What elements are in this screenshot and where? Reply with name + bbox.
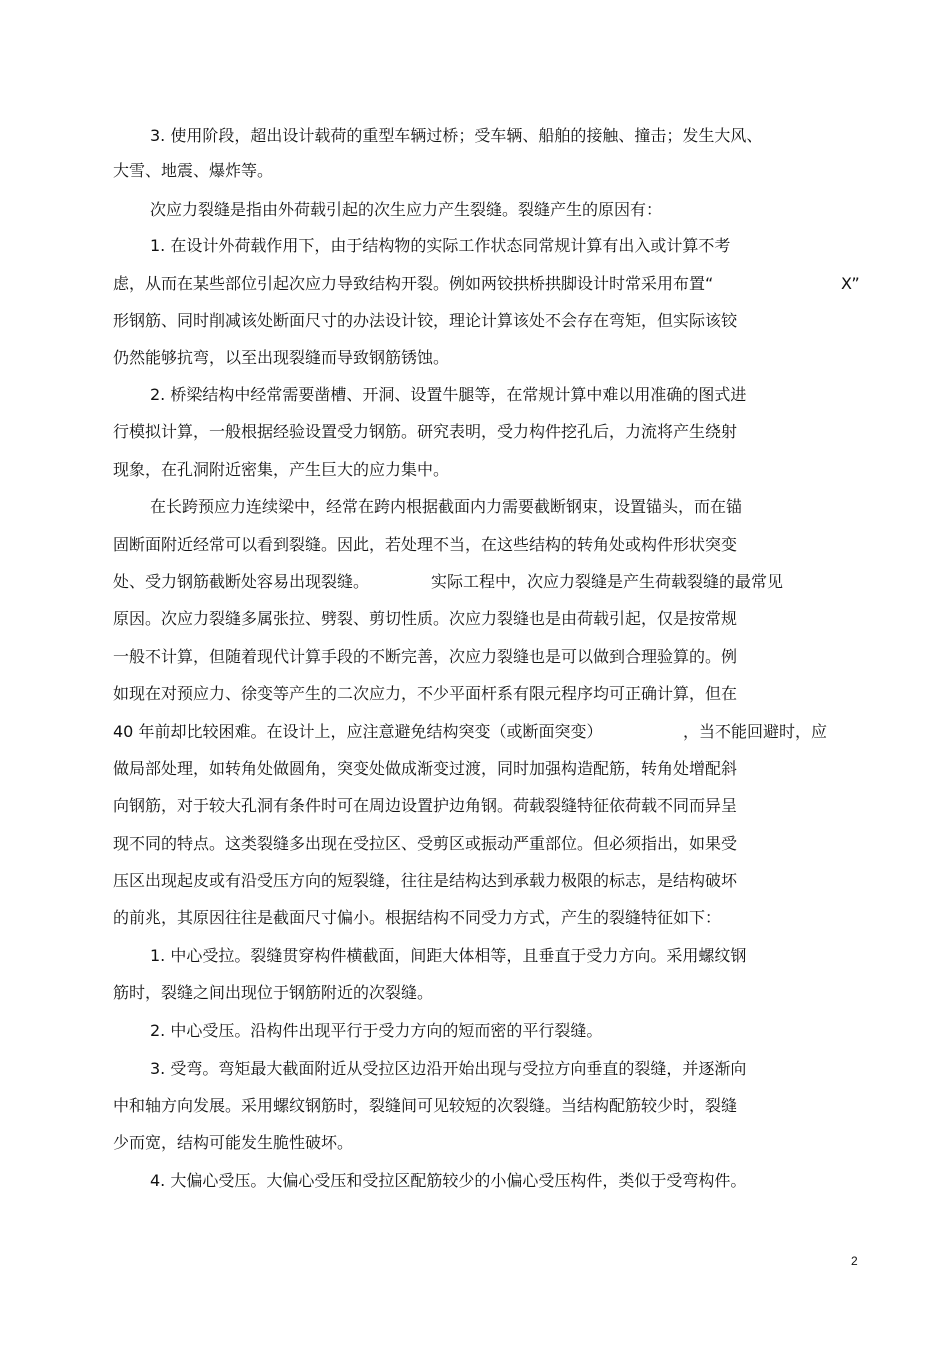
text-line: 原因。次应力裂缝多属张拉、劈裂、剪切性质。次应力裂缝也是由荷载引起，仅是按常规 <box>113 609 738 628</box>
text-line: 2. 桥梁结构中经常需要凿槽、开洞、设置牛腿等，在常规计算中难以用准确的图式进 <box>150 385 747 404</box>
text-line: 筋时，裂缝之间出现位于钢筋附近的次裂缝。 <box>113 983 434 1002</box>
text-line: 行模拟计算，一般根据经验设置受力钢筋。研究表明，受力构件挖孔后，力流将产生绕射 <box>113 422 738 441</box>
text-line: 仍然能够抗弯，以至出现裂缝而导致钢筋锈蚀。 <box>113 348 450 367</box>
text-line: 40 年前却比较困难。在设计上，应注意避免结构突变（或断面突变） <box>113 722 603 741</box>
text-line: 实际工程中，次应力裂缝是产生荷载裂缝的最常见 <box>431 572 784 591</box>
text-line: 现象，在孔洞附近密集，产生巨大的应力集中。 <box>113 460 450 479</box>
text-line: 现不同的特点。这类裂缝多出现在受拉区、受剪区或振动严重部位。但必须指出，如果受 <box>113 834 738 853</box>
text-line: 大雪、地震、爆炸等。 <box>113 161 274 180</box>
text-line: 向钢筋，对于较大孔洞有条件时可在周边设置护边角钢。荷载裂缝特征依荷载不同而异呈 <box>113 796 738 815</box>
text-line: 1. 在设计外荷载作用下，由于结构物的实际工作状态同常规计算有出入或计算不考 <box>150 236 731 255</box>
text-line: 1. 中心受拉。裂缝贯穿构件横截面，间距大体相等，且垂直于受力方向。采用螺纹钢 <box>150 946 747 965</box>
text-line: 少而宽，结构可能发生脆性破坏。 <box>113 1133 354 1152</box>
text-line: 2. 中心受压。沿构件出现平行于受力方向的短而密的平行裂缝。 <box>150 1021 603 1040</box>
text-line: 压区出现起皮或有沿受压方向的短裂缝，往往是结构达到承载力极限的标志，是结构破坏 <box>113 871 738 890</box>
text-line: 的前兆，其原因往往是截面尺寸偏小。根据结构不同受力方式，产生的裂缝特征如下： <box>113 908 722 927</box>
text-line: 一般不计算，但随着现代计算手段的不断完善，次应力裂缝也是可以做到合理验算的。例 <box>113 647 738 666</box>
text-line: ，当不能回避时，应 <box>683 722 828 741</box>
text-line: 处、受力钢筋截断处容易出现裂缝。 <box>113 572 370 591</box>
text-line: 次应力裂缝是指由外荷载引起的次生应力产生裂缝。裂缝产生的原因有： <box>150 200 663 219</box>
text-line: 固断面附近经常可以看到裂缝。因此，若处理不当，在这些结构的转角处或构件形状突变 <box>113 535 738 554</box>
text-line: 3. 受弯。弯矩最大截面附近从受拉区边沿开始出现与受拉方向垂直的裂缝，并逐渐向 <box>150 1059 747 1078</box>
text-line: 如现在对预应力、徐变等产生的二次应力，不少平面杆系有限元程序均可正确计算，但在 <box>113 684 738 703</box>
text-line: 做局部处理，如转角处做圆角，突变处做成渐变过渡，同时加强构造配筋，转角处增配斜 <box>113 759 738 778</box>
text-line: X” <box>841 274 860 293</box>
page-number: 2 <box>851 1254 858 1268</box>
text-line: 3. 使用阶段，超出设计载荷的重型车辆过桥；受车辆、船舶的接触、撞击；发生大风、 <box>150 126 763 145</box>
text-line: 在长跨预应力连续梁中，经常在跨内根据截面内力需要截断钢束，设置锚头，而在锚 <box>150 497 743 516</box>
text-line: 中和轴方向发展。采用螺纹钢筋时，裂缝间可见较短的次裂缝。当结构配筋较少时，裂缝 <box>113 1096 738 1115</box>
text-line: 4. 大偏心受压。大偏心受压和受拉区配筋较少的小偏心受压构件，类似于受弯构件。 <box>150 1171 747 1190</box>
text-line: 虑，从而在某些部位引起次应力导致结构开裂。例如两铰拱桥拱脚设计时常采用布置“ <box>113 274 714 293</box>
text-line: 形钢筋、同时削减该处断面尺寸的办法设计铰，理论计算该处不会存在弯矩，但实际该铰 <box>113 311 738 330</box>
